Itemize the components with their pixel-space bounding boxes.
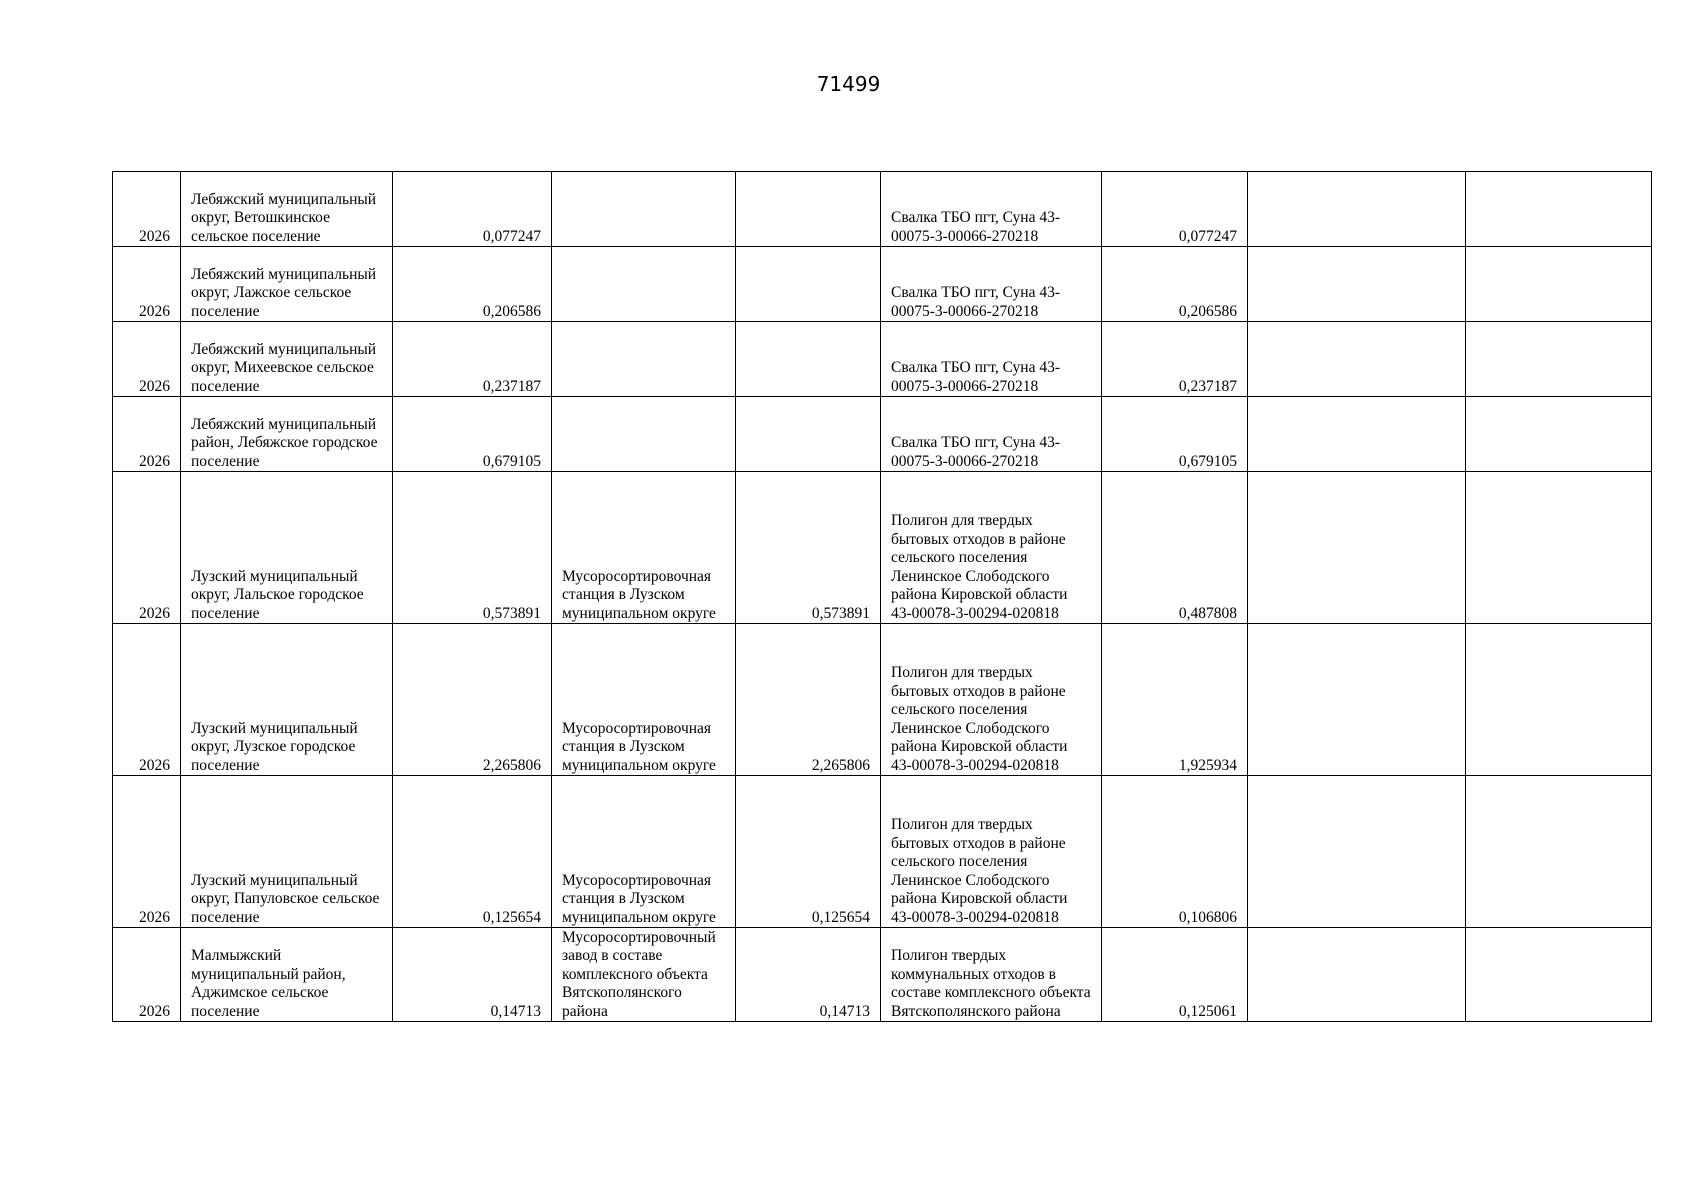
cell-disposal-amount: 0,237187 [1102,322,1248,397]
cell-amount: 0,206586 [393,247,552,322]
cell-empty [1248,397,1466,472]
cell-sorting-facility [552,172,736,247]
cell-sorting-amount: 2,265806 [736,624,881,776]
cell-disposal-amount: 1,925934 [1102,624,1248,776]
cell-empty [1248,928,1466,1022]
cell-empty [1466,397,1652,472]
cell-disposal-site: Полигон для твердых бытовых отходов в районе сельского поселения Ленинское Слободского района Кировской области 43-00078-3-00294-020818 [881,776,1102,928]
cell-empty [1248,624,1466,776]
cell-municipality: Лебяжский муниципальный округ, Ветошкинское сельское поселение [181,172,393,247]
cell-year: 2026 [113,776,181,928]
cell-empty [1248,776,1466,928]
cell-sorting-amount: 0,125654 [736,776,881,928]
cell-empty [1248,247,1466,322]
cell-sorting-facility [552,247,736,322]
cell-disposal-site: Полигон твердых коммунальных отходов в составе комплексного объекта Вятскополянского района [881,928,1102,1022]
cell-disposal-site: Свалка ТБО пгт, Суна 43-00075-3-00066-270218 [881,397,1102,472]
cell-sorting-amount [736,322,881,397]
cell-sorting-facility [552,397,736,472]
table-body [113,172,1652,1022]
table-row [113,928,1652,1022]
cell-amount: 0,573891 [393,472,552,624]
cell-municipality: Лузский муниципальный округ, Папуловское сельское поселение [181,776,393,928]
cell-amount: 0,077247 [393,172,552,247]
cell-disposal-amount: 0,125061 [1102,928,1248,1022]
page-number: 71499 [816,72,881,96]
cell-disposal-amount: 0,487808 [1102,472,1248,624]
cell-amount: 0,679105 [393,397,552,472]
cell-empty [1466,472,1652,624]
cell-disposal-site: Свалка ТБО пгт, Суна 43-00075-3-00066-270218 [881,247,1102,322]
cell-empty [1466,928,1652,1022]
cell-empty [1466,322,1652,397]
table-row [113,472,1652,624]
cell-disposal-site: Полигон для твердых бытовых отходов в районе сельского поселения Ленинское Слободского района Кировской области 43-00078-3-00294-020818 [881,472,1102,624]
cell-amount: 0,237187 [393,322,552,397]
table-row [113,397,1652,472]
cell-empty [1466,624,1652,776]
cell-sorting-amount [736,247,881,322]
cell-disposal-amount: 0,206586 [1102,247,1248,322]
cell-empty [1248,172,1466,247]
cell-disposal-amount: 0,077247 [1102,172,1248,247]
cell-year: 2026 [113,247,181,322]
table-row [113,322,1652,397]
cell-empty [1248,322,1466,397]
cell-sorting-amount: 0,573891 [736,472,881,624]
cell-sorting-facility: Мусоросортировочная станция в Лузском муниципальном округе [552,624,736,776]
cell-empty [1466,247,1652,322]
cell-municipality: Лузский муниципальный округ, Лузское городское поселение [181,624,393,776]
cell-sorting-facility: Мусоросортировочная станция в Лузском муниципальном округе [552,472,736,624]
cell-amount: 0,14713 [393,928,552,1022]
waste-flow-table [112,171,1652,1022]
cell-amount: 0,125654 [393,776,552,928]
table-row [113,776,1652,928]
cell-empty [1248,472,1466,624]
cell-year: 2026 [113,322,181,397]
table-row [113,247,1652,322]
cell-empty [1466,776,1652,928]
cell-sorting-amount: 0,14713 [736,928,881,1022]
table-row [113,172,1652,247]
cell-municipality: Малмыжский муниципальный район, Аджимское сельское поселение [181,928,393,1022]
cell-disposal-site: Свалка ТБО пгт, Суна 43-00075-3-00066-270218 [881,172,1102,247]
cell-municipality: Лебяжский муниципальный округ, Лажское сельское поселение [181,247,393,322]
cell-municipality: Лебяжский муниципальный район, Лебяжское городское поселение [181,397,393,472]
cell-sorting-amount [736,397,881,472]
cell-empty [1466,172,1652,247]
cell-municipality: Лузский муниципальный округ, Лальское городское поселение [181,472,393,624]
cell-amount: 2,265806 [393,624,552,776]
cell-year: 2026 [113,172,181,247]
cell-sorting-facility: Мусоросортировочная станция в Лузском муниципальном округе [552,776,736,928]
cell-year: 2026 [113,624,181,776]
cell-sorting-facility: Мусоросортировочный завод в составе комплексного объекта Вятскополянского района [552,928,736,1022]
cell-disposal-site: Свалка ТБО пгт, Суна 43-00075-3-00066-270218 [881,322,1102,397]
cell-year: 2026 [113,472,181,624]
cell-year: 2026 [113,928,181,1022]
table-row [113,624,1652,776]
cell-year: 2026 [113,397,181,472]
cell-municipality: Лебяжский муниципальный округ, Михеевское сельское поселение [181,322,393,397]
cell-disposal-amount: 0,106806 [1102,776,1248,928]
cell-disposal-amount: 0,679105 [1102,397,1248,472]
cell-sorting-facility [552,322,736,397]
cell-sorting-amount [736,172,881,247]
cell-disposal-site: Полигон для твердых бытовых отходов в районе сельского поселения Ленинское Слободского района Кировской области 43-00078-3-00294-020818 [881,624,1102,776]
